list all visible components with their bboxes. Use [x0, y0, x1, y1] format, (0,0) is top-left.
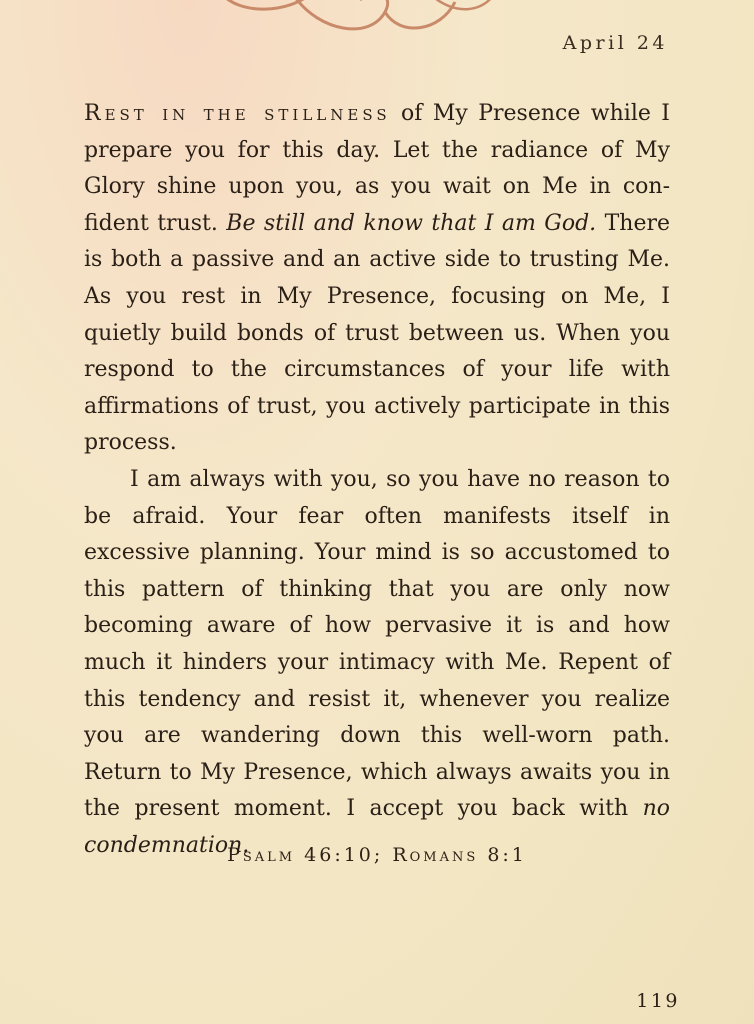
devotion-body: [84, 96, 670, 864]
page-number: 119: [636, 990, 680, 1012]
paragraph-1: [84, 96, 670, 462]
decorative-flourish-icon: [200, 0, 520, 52]
paragraph-2-text-a: I am always with you, so you have no reason to be afraid. Your fear often manifests itself in excessive planning. Your mind is so accustomed to this pattern of thinking that you are only now becoming aware of how pervasive it is and how much it hinders your intimacy with Me. Repent of this tendency and resist it, whenever you realize you are wandering down this well-worn path. Return to My Presence, which always awaits you in the present moment. I accept you back with: [84, 466, 670, 822]
opening-small-caps: Rest in the stillness: [84, 101, 391, 126]
entry-date: April 24: [562, 32, 668, 54]
paragraph-2: [84, 462, 670, 865]
paragraph-1-text-b: There is both a passive and an active side to trusting Me. As you rest in My Presence, focusing on Me, I quietly build bonds of trust between us. When you respond to the circumstances of your life with affirmations of trust, you actively participate in this process.: [84, 210, 670, 456]
paragraph-2-italic-ending: no condemnation.: [84, 796, 670, 858]
paragraph-1-italic-quote: Be still and know that I am God.: [226, 210, 597, 236]
scripture-references: Psalm 46:10; Romans 8:1: [227, 844, 527, 866]
paragraph-1-text-a: of My Presence while I prepare you for this day. Let the radiance of My Glory shine upon you, as you wait on Me in confident trust.: [84, 101, 670, 236]
